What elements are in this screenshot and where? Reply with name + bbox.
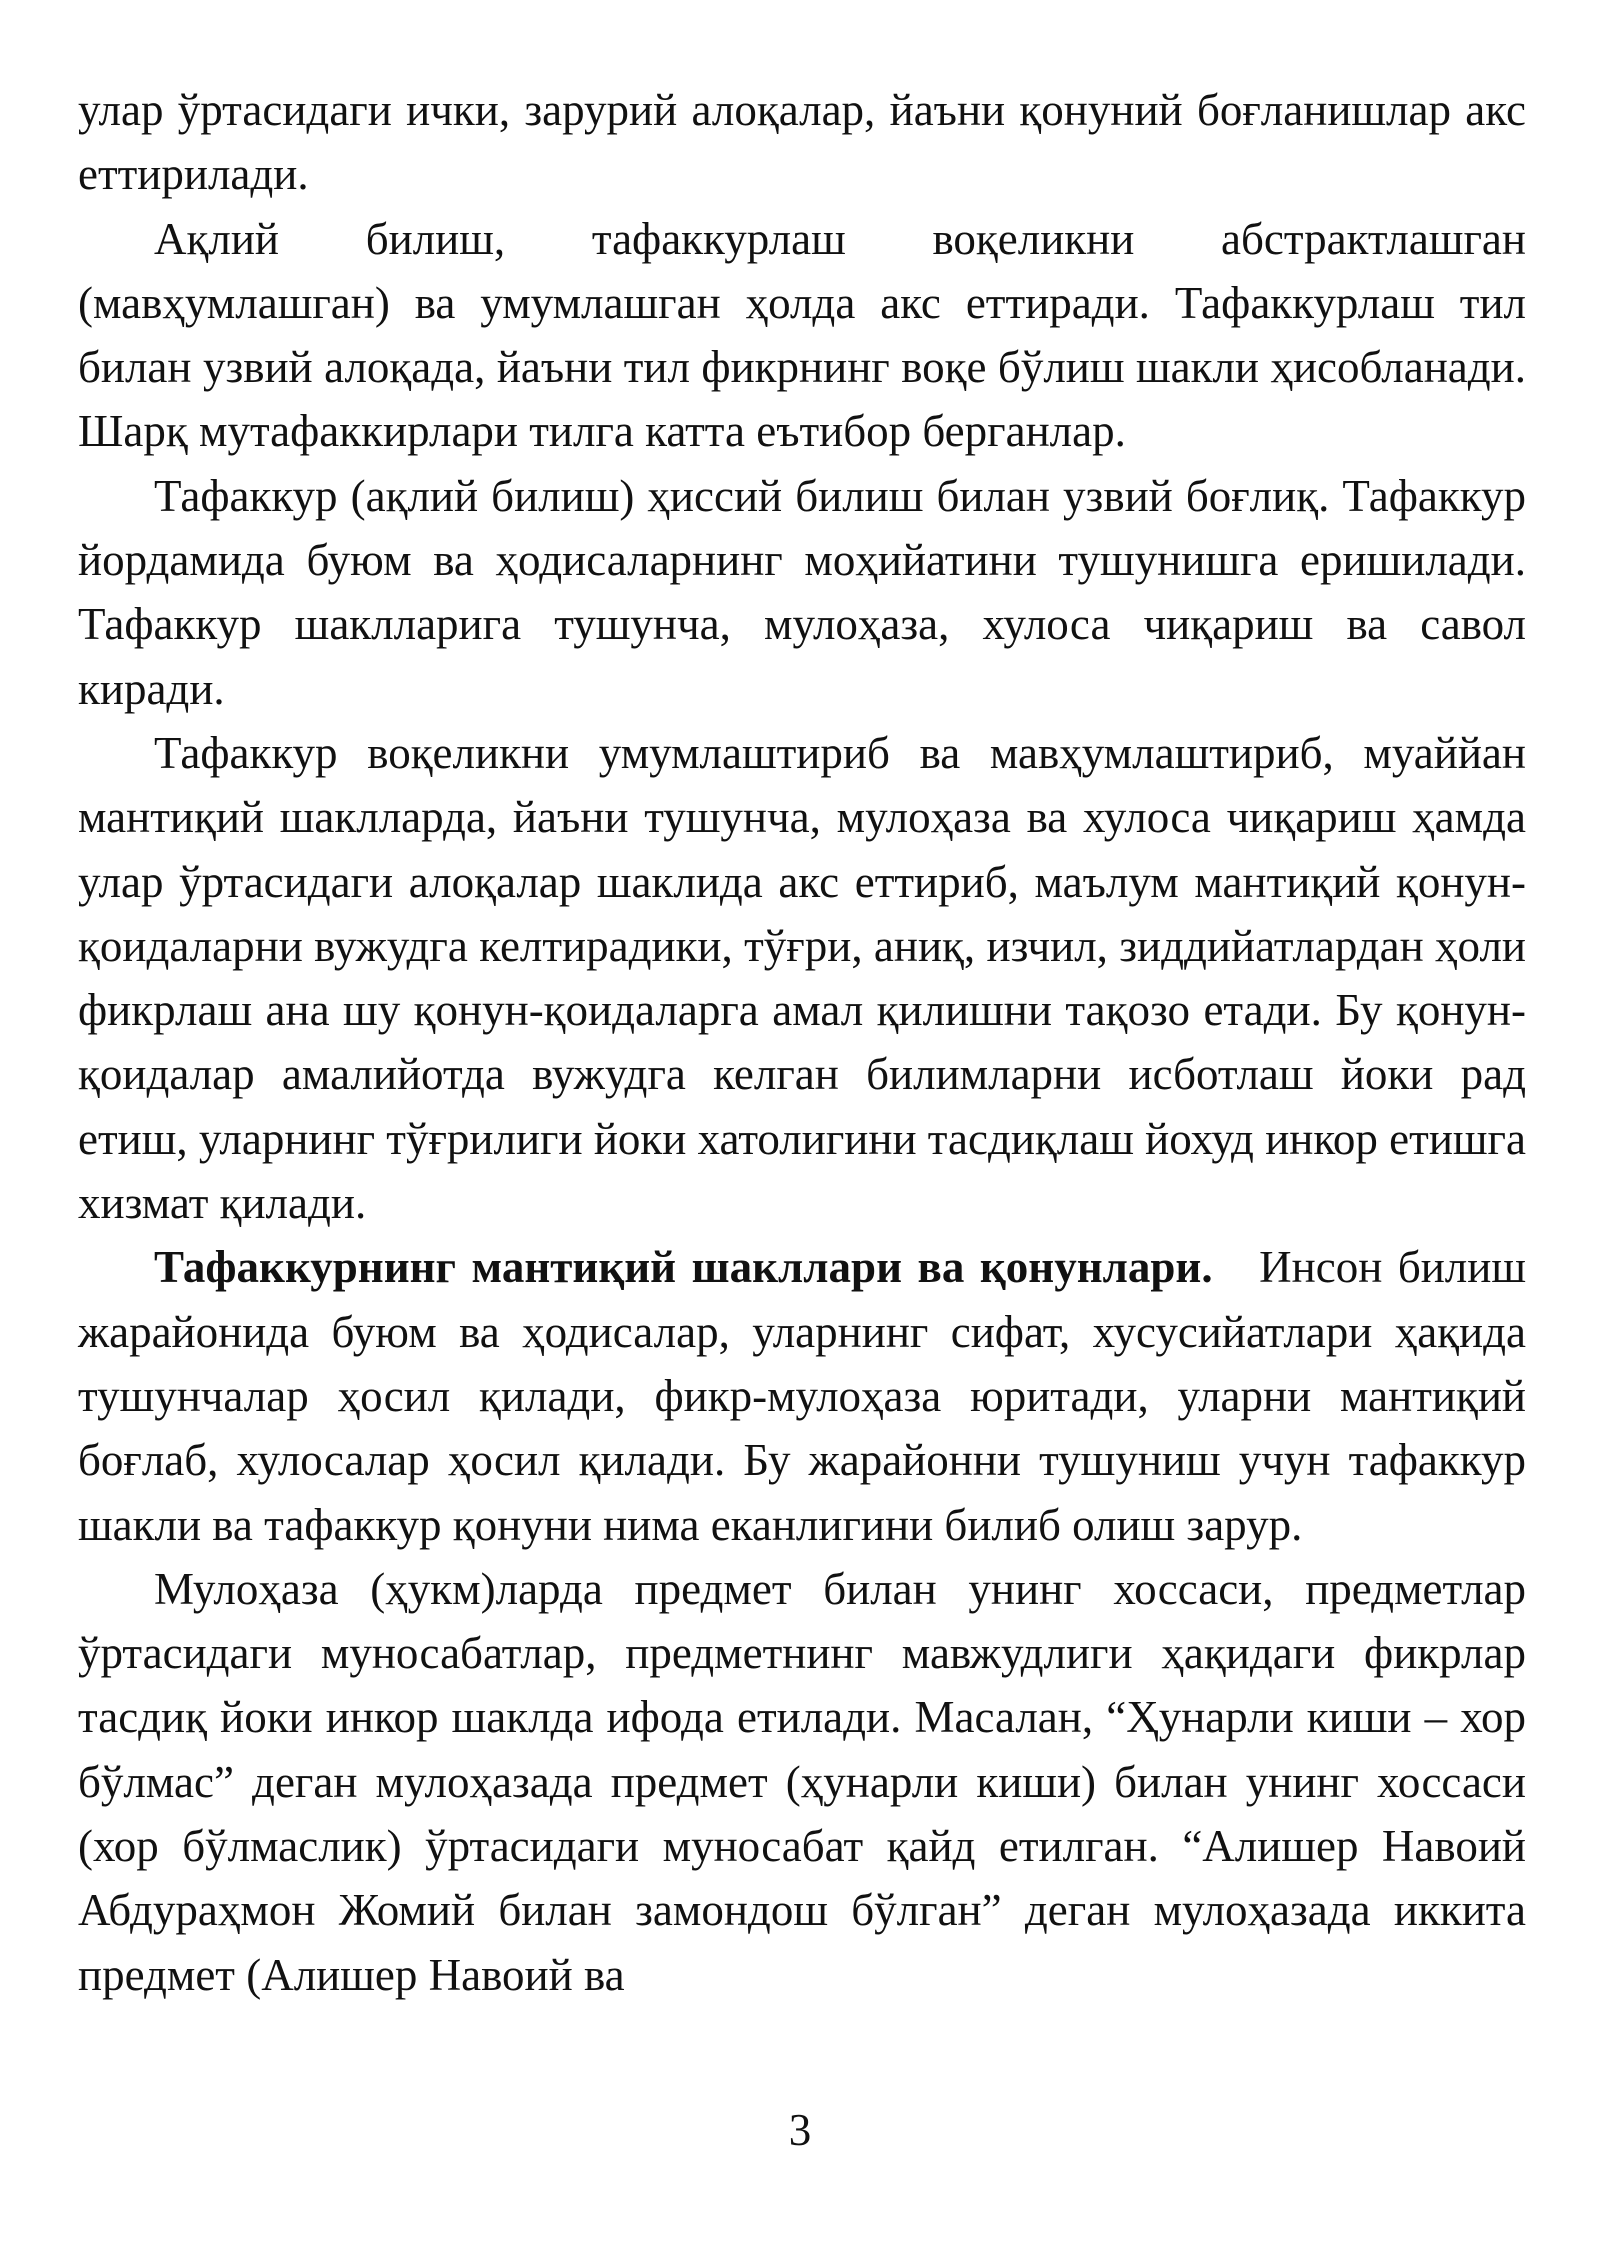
paragraph-2: Ақлий билиш, тафаккурлаш воқеликни абстрактлашган (мавҳумлашган) ва умумлашган ҳолда акс еттиради. Тафаккурлаш тил билан узвий алоқада, йаъни тил фикрнинг воқе бўлиш шакли ҳисобланади. Шарқ мутафаккирлари тилга катта еътибор берганлар. xyxy=(78,213,1526,457)
paragraph-4: Тафаккур воқеликни умумлаштириб ва мавҳумлаштириб, муаййан мантиқий шаклларда, йаъни тушунча, мулоҳаза ва хулоса чиқариш ҳамда улар ўртасидаги алоқалар шаклида акс еттириб, маълум мантиқий қонун-қоидаларни вужудга келтирадики, тўғри, аниқ, изчил, зиддийатлардан ҳоли фикрлаш ана шу қонун-қоидаларга амал қилишни тақозо етади. Бу қонун-қоидалар амалийотда вужудга келган билимларни исботлаш йоки рад етиш, уларнинг тўғрилиги йоки хатолигини тасдиқлаш йохуд инкор етишга хизмат қилади. xyxy=(78,727,1526,1229)
paragraph-3: Тафаккур (ақлий билиш) ҳиссий билиш билан узвий боғлиқ. Тафаккур йордамида буюм ва ҳодисаларнинг моҳийатини тушунишга еришилади. Тафаккур шаклларига тушунча, мулоҳаза, хулоса чиқариш ва савол киради. xyxy=(78,470,1526,714)
paragraph-6: Мулоҳаза (ҳукм)ларда предмет билан унинг хоссаси, предметлар ўртасидаги муносабатлар, предметнинг мавжудлиги ҳақидаги фикрлар тасдиқ йоки инкор шаклда ифода етилади. Масалан, “Ҳунарли киши – хор бўлмас” деган мулоҳазада предмет (ҳунарли киши) билан унинг хоссаси (хор бўлмаслик) ўртасидаги муносабат қайд етилган. “Алишер Навоий Абдураҳмон Жомий билан замондош бўлган” деган мулоҳазада иккита предмет (Алишер Навоий ва xyxy=(78,1563,1526,2000)
page-number: 3 xyxy=(788,2105,812,2155)
paragraph-5-body: Инсон билиш жарайонида буюм ва ҳодисалар, уларнинг сифат, хусусийатлари ҳақида тушунчалар ҳосил қилади, фикр-мулоҳаза юритади, уларни мантиқий боғлаб, хулосалар ҳосил қилади. Бу жарайонни тушуниш учун тафаккур шакли ва тафаккур қонуни нима еканлигини билиб олиш зарур. xyxy=(78,1242,1538,1550)
paragraph-5 xyxy=(78,1235,1538,1556)
section-heading: Тафаккурнинг мантиқий шакллари ва қонунлари. xyxy=(154,1242,1213,1293)
document-page xyxy=(78,78,1538,2007)
paragraph-1: улар ўртасидаги ички, зарурий алоқалар, йаъни қонуний боғланишлар акс еттирилади. xyxy=(78,85,1526,200)
